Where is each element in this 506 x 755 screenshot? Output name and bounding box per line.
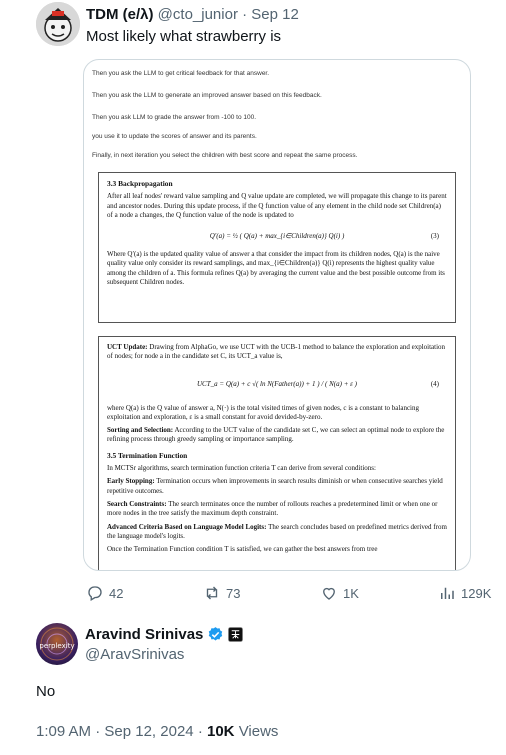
- reply-date[interactable]: Sep 12, 2024: [104, 723, 194, 740]
- verified-badge-icon[interactable]: [207, 626, 224, 643]
- paragraph: Where Q′(a) is the updated quality value of answer a that consider the impact from its children nodes, Q(a) is the naive quality value only consider its reward samplings, and max_{i∈Children(a)} Q(i) represents the highest quality value among the children of a. This formula refines Q(a) by averaging the current value and the best possible outcome from its subsequent Children nodes.: [107, 250, 445, 287]
- note-line: Then you ask the LLM to generate an improved answer based on this feedback.: [92, 92, 322, 99]
- views-label: Views: [238, 723, 279, 740]
- svg-text:perplexity: perplexity: [39, 642, 75, 650]
- quoted-author-line: [86, 6, 299, 23]
- tweet-image[interactable]: [83, 59, 471, 571]
- heart-icon: [320, 584, 338, 602]
- reply-button[interactable]: [86, 584, 123, 602]
- lead-term: Search Constraints:: [107, 499, 167, 508]
- reply-author-handle[interactable]: @AravSrinivas: [85, 646, 185, 663]
- equation-4: [107, 366, 447, 404]
- note-line: Finally, in next iteration you select the children with best score and repeat the same process.: [92, 152, 358, 159]
- meta-separator: ·: [95, 723, 101, 740]
- lead-term: UCT Update:: [107, 343, 148, 351]
- paragraph: Once the Termination Function condition T is satisfied, we can gather the best answers from tree: [107, 545, 378, 554]
- equation-body: UCT_a = Q(a) + c √( ln N(Father(a)) + 1 ) / ( N(a) + ε ): [196, 379, 358, 388]
- section-heading: 3.3 Backpropagation: [107, 179, 173, 188]
- note-line: you use it to update the scores of answer and its parents.: [92, 133, 257, 140]
- avatar-graphic: [36, 2, 80, 46]
- paragraph: where Q(a) is the Q value of answer a, N(·) is the total visited times of given nodes, c is a constant to balancing exploitation and exploration, ε is a small constant for avoid devided-by-zero.: [107, 403, 419, 421]
- equation-3: [107, 224, 447, 250]
- lead-term: Sorting and Selection:: [107, 426, 174, 435]
- repost-icon: [203, 584, 221, 602]
- quoted-author-handle[interactable]: @cto_junior: [157, 6, 238, 23]
- reply-time[interactable]: 1:09 AM: [36, 723, 92, 740]
- paragraph: Termination occurs when improvements in search results diminish or when consecutive searches yield repetitive outcomes.: [107, 477, 443, 495]
- analytics-icon: [438, 584, 456, 602]
- paragraph: In MCTSr algorithms, search termination function criteria T can derive from several conditions:: [107, 464, 376, 473]
- reply-author-avatar[interactable]: [36, 623, 78, 665]
- reply-text: No: [36, 683, 56, 700]
- backpropagation-section: [98, 172, 456, 323]
- view-count: 129K: [461, 585, 492, 601]
- reply-timestamp-line: [36, 723, 278, 740]
- paragraph: After all leaf nodes' reward value sampling and Q value update are completed, we will propagate this change to its parent and ancestor nodes. During this update process, if the Q function value of any element in the child node set Children(a) of a node a changes, the Q function value of the node is updated to: [107, 192, 447, 219]
- reply-author-name[interactable]: Aravind Srinivas: [85, 626, 204, 643]
- repost-count: 73: [226, 585, 241, 601]
- note-line: Then you ask LLM to grade the answer from -100 to 100.: [92, 114, 257, 121]
- like-count: 1K: [343, 585, 359, 601]
- equation-number: (4): [430, 379, 439, 388]
- equation-number: (3): [430, 232, 439, 241]
- avatar-graphic: [36, 623, 78, 665]
- paragraph: According to the UCT value of the candidate set C, we can select an optimal node to explore the refining process through greedy sampling or importance sampling.: [107, 426, 445, 444]
- like-button[interactable]: [320, 584, 359, 602]
- lead-term: Early Stopping:: [107, 477, 155, 486]
- views-button[interactable]: [438, 584, 491, 602]
- reply-author-line: [85, 626, 243, 643]
- lead-term: Advanced Criteria Based on Language Model Logits:: [107, 522, 267, 531]
- quoted-tweet-text: Most likely what strawberry is: [86, 28, 282, 45]
- quoted-tweet-date[interactable]: Sep 12: [251, 6, 299, 23]
- reply-count: 42: [109, 585, 124, 601]
- reply-icon: [86, 584, 104, 602]
- quoted-author-name[interactable]: TDM (e/λ): [86, 6, 154, 23]
- paragraph: Drawing from AlphaGo, we use UCT with the UCB-1 method to balance the exploration and exploitation of nodes; for node a in the candidate set C, its UCT_a value is,: [107, 343, 446, 361]
- uct-section: [98, 336, 456, 571]
- affiliate-badge-icon[interactable]: [228, 627, 243, 642]
- reply-view-count: 10K: [206, 723, 235, 740]
- paragraph: The search terminates once the number of rollouts reaches a predetermined limit or when one or more nodes in the tree satisfy the maximum depth constraint.: [107, 499, 438, 518]
- paragraph: The search concludes based on predefined metrics derived from the language model's logits.: [107, 522, 447, 540]
- meta-separator: ·: [242, 6, 248, 23]
- meta-separator: ·: [197, 723, 203, 740]
- section-heading: 3.5 Termination Function: [107, 450, 188, 460]
- note-line: Then you ask the LLM to get critical feedback for that answer.: [92, 70, 270, 77]
- quoted-author-avatar[interactable]: [36, 2, 80, 46]
- equation-body: Q′(a) = ½ ( Q(a) + max_{i∈Children(a)} Q(i) ): [209, 232, 345, 241]
- repost-button[interactable]: [203, 584, 240, 602]
